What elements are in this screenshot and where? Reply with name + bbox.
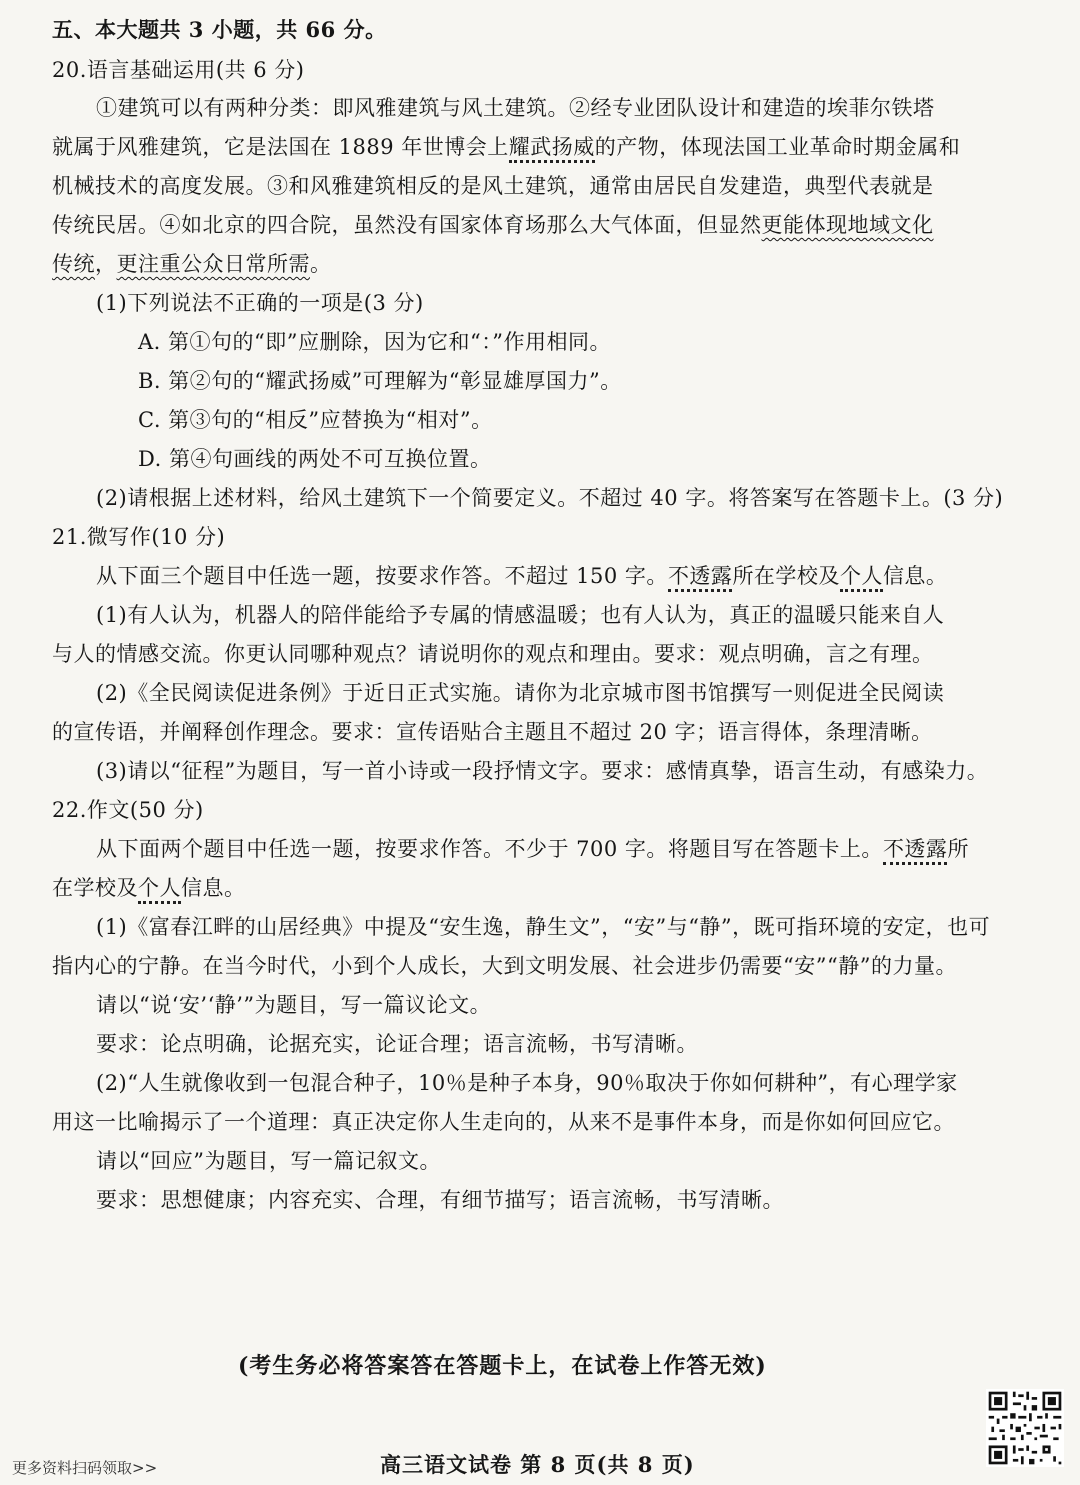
q20-passage-line-2a: 就属于风雅建筑，它是法国在 1889 年世博会上 <box>52 135 509 159</box>
q20-underline-1a: 更能体现地域文化 <box>761 213 934 237</box>
section-heading: 五、本大题共 3 小题，共 66 分。 <box>52 17 387 42</box>
q22-prompt-1-line-3: 请以“说‘安’‘静’”为题目，写一篇议论文。 <box>96 993 492 1017</box>
q20-comma: ， <box>95 252 117 276</box>
q20-option-d: D. 第④句画线的两处不可互换位置。 <box>138 447 492 471</box>
q21-prompt-2-line-1: (2)《全民阅读促进条例》于近日正式实施。请你为北京城市图书馆撰写一则促进全民阅读 <box>96 681 945 705</box>
q22-instr-d: 在学校及 <box>52 876 138 900</box>
q22-emphasis-geren: 个人 <box>138 876 181 904</box>
q21-prompt-1-line-2: 与人的情感交流。你更认同哪种观点？请说明你的观点和理由。要求：观点明确，言之有理。 <box>52 642 934 666</box>
q20-period: 。 <box>310 252 332 276</box>
q22-prompt-2-line-3: 请以“回应”为题目，写一篇记叙文。 <box>96 1149 441 1173</box>
q20-emphasis-yaowuyangwei: 耀武扬威 <box>509 135 595 163</box>
q22-instr-c: 所 <box>947 837 969 861</box>
q20-passage-line-4 <box>52 210 934 240</box>
q20-passage-line-2c: 的产物，体现法国工业革命时期金属和 <box>594 135 961 159</box>
q22-title: 22.作文(50 分) <box>52 798 204 822</box>
q22-instructions-line-1 <box>96 834 969 864</box>
q21-prompt-3: (3)请以“征程”为题目，写一首小诗或一段抒情文字。要求：感情真挚，语言生动，有感染力。 <box>96 759 989 783</box>
q21-emphasis-butoulu: 不透露 <box>668 564 733 592</box>
q21-emphasis-geren: 个人 <box>840 564 883 592</box>
q22-instr-f: 信息。 <box>181 876 246 900</box>
footer-promo-text: 更多资料扫码领取>> <box>12 1459 158 1477</box>
q21-instr-e: 信息。 <box>882 564 948 588</box>
q20-sub1: (1)下列说法不正确的一项是(3 分) <box>96 291 424 315</box>
q20-sub2: (2)请根据上述材料，给风土建筑下一个简要定义。不超过 40 字。将答案写在答题卡上。(3 分) <box>96 486 1004 510</box>
q20-option-b: B. 第②句的“耀武扬威”可理解为“彰显雄厚国力”。 <box>138 369 622 393</box>
q21-instr-c: 所在学校及 <box>732 564 840 588</box>
q21-instr-a: 从下面三个题目中任选一题，按要求作答。不超过 150 字。 <box>96 564 668 588</box>
q22-prompt-1-requirements: 要求：论点明确，论据充实，论证合理；语言流畅，书写清晰。 <box>96 1032 698 1056</box>
q20-passage-line-1: ①建筑可以有两种分类：即风雅建筑与风土建筑。②经专业团队设计和建造的埃菲尔铁塔 <box>96 96 935 120</box>
q20-title: 20.语言基础运用(共 6 分) <box>52 58 305 82</box>
q22-prompt-1-line-2: 指内心的宁静。在当今时代，小到个人成长，大到文明发展、社会进步仍需要“安”“静”的力量。 <box>52 954 957 978</box>
q22-prompt-2-requirements: 要求：思想健康；内容充实、合理，有细节描写；语言流畅，书写清晰。 <box>96 1188 784 1212</box>
q21-title: 21.微写作(10 分) <box>52 525 226 549</box>
q21-prompt-1-line-1: (1)有人认为，机器人的陪伴能给予专属的情感温暖；也有人认为，真正的温暖只能来自人 <box>96 603 945 627</box>
q20-passage-line-2 <box>52 132 960 162</box>
q20-option-c: C. 第③句的“相反”应替换为“相对”。 <box>138 408 493 432</box>
q20-underline-1b: 传统 <box>52 252 95 276</box>
q20-passage-line-5 <box>52 249 332 279</box>
q22-prompt-2-line-2: 用这一比喻揭示了一个道理：真正决定你人生走向的，从来不是事件本身，而是你如何回应它。 <box>52 1110 955 1134</box>
q20-passage-line-4a: 传统民居。④如北京的四合院，虽然没有国家体育场那么大气体面，但显然 <box>52 213 762 237</box>
q22-emphasis-butoulu: 不透露 <box>883 837 948 865</box>
q20-passage-line-3: 机械技术的高度发展。③和风雅建筑相反的是风土建筑，通常由居民自发建造，典型代表就是 <box>52 174 934 198</box>
q20-underline-2: 更注重公众日常所需 <box>116 252 310 276</box>
q22-instr-a: 从下面两个题目中任选一题，按要求作答。不少于 700 字。将题目写在答题卡上。 <box>96 837 883 861</box>
answer-notice: (考生务必将答案答在答题卡上，在试卷上作答无效) <box>238 1353 767 1379</box>
page-footer: 高三语文试卷 第 8 页(共 8 页) <box>380 1452 695 1477</box>
q22-prompt-1-line-1: (1)《富春江畔的山居经典》中提及“安生逸，静生文”，“安”与“静”，既可指环境的安定，也可 <box>96 915 991 939</box>
q21-instructions <box>96 561 947 591</box>
q22-prompt-2-line-1: (2)“人生就像收到一包混合种子，10％是种子本身，90％取决于你如何耕种”，有心理学家 <box>96 1071 958 1095</box>
q20-option-a: A. 第①句的“即”应删除，因为它和“：”作用相同。 <box>138 330 611 354</box>
qr-code-icon <box>986 1389 1064 1467</box>
q21-prompt-2-line-2: 的宣传语，并阐释创作理念。要求：宣传语贴合主题且不超过 20 字；语言得体，条理清晰。 <box>52 720 933 744</box>
q22-instructions-line-2 <box>52 873 246 903</box>
